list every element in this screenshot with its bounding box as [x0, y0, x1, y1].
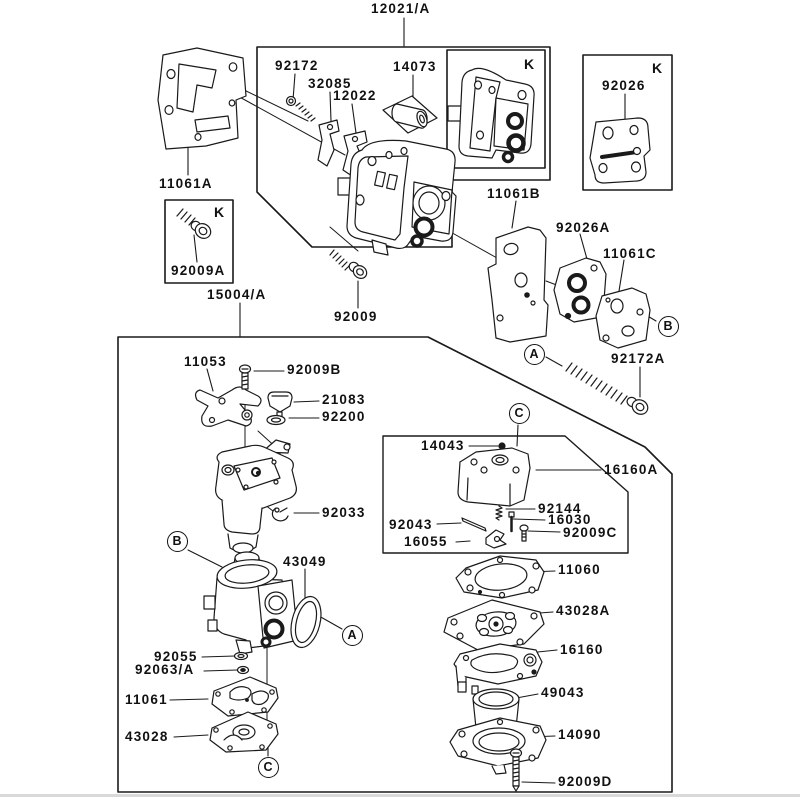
- part-label-16055: 16055: [404, 534, 448, 549]
- part-cover-14090: [450, 718, 546, 774]
- part-screw-92009D: [511, 749, 522, 791]
- ref-circle-ref-c-upper: C: [509, 403, 530, 424]
- part-valve-21083: [268, 392, 292, 418]
- kit-marker-k-92009a-box: K: [214, 204, 225, 220]
- part-label-92200: 92200: [322, 409, 366, 424]
- part-label-11060: 11060: [558, 562, 601, 577]
- ref-circle-ref-b-lower: B: [167, 531, 188, 552]
- ref-circle-ref-a-lower: A: [342, 625, 363, 646]
- part-gasket-11061A: [158, 48, 246, 149]
- part-gasket-11060: [456, 556, 544, 598]
- kit-marker-k-carb-box: K: [524, 56, 535, 72]
- part-label-92144: 92144: [538, 501, 582, 516]
- part-label-92009a: 92009A: [171, 263, 226, 278]
- part-label-11061c: 11061C: [603, 246, 657, 261]
- part-label-92026a: 92026A: [556, 220, 611, 235]
- part-label-92009b: 92009B: [287, 362, 342, 377]
- part-label-92009d: 92009D: [558, 774, 613, 789]
- part-screw-92009C: [520, 525, 528, 541]
- part-label-12022: 12022: [333, 88, 377, 103]
- part-label-92055: 92055: [154, 649, 198, 664]
- ref-circle-ref-a-upper: A: [524, 344, 545, 365]
- part-spring-92144: [496, 506, 502, 520]
- part-screw-92009: [330, 250, 369, 281]
- part-label-12021-a: 12021/A: [371, 1, 431, 16]
- part-gasket-11061C: [596, 288, 650, 348]
- part-label-14090: 14090: [558, 727, 602, 742]
- part-label-92172a: 92172A: [611, 351, 666, 366]
- part-diaphragm-43028: [210, 712, 278, 752]
- part-label-16160: 16160: [560, 642, 604, 657]
- part-needle-16030: [509, 512, 514, 531]
- part-pump-body-16160A: [458, 443, 530, 506]
- ref-circle-ref-c-lower: C: [258, 757, 279, 778]
- part-clip-92033: [272, 508, 288, 521]
- part-washer-92055: [235, 653, 248, 660]
- part-label-11053: 11053: [184, 354, 227, 369]
- part-gasket-11061B: [488, 227, 548, 342]
- part-label-92009: 92009: [334, 309, 378, 324]
- part-reed-plate-92026: [590, 118, 650, 183]
- part-plate-32085: [318, 120, 339, 166]
- part-screw-92172A: [566, 363, 650, 417]
- part-label-43028: 43028: [125, 729, 169, 744]
- part-label-11061a: 11061A: [159, 176, 213, 191]
- part-label-92033: 92033: [322, 505, 366, 520]
- part-carburetor-rear-K: [448, 68, 534, 161]
- part-label-43028a: 43028A: [556, 603, 611, 618]
- part-label-92043: 92043: [389, 517, 433, 532]
- part-label-32085: 32085: [308, 76, 352, 91]
- part-jet-92063A: [238, 667, 249, 674]
- part-label-92026: 92026: [602, 78, 646, 93]
- part-label-21083: 21083: [322, 392, 366, 407]
- part-washer-92200: [267, 416, 285, 425]
- part-plunger-14073: [383, 96, 437, 133]
- part-label-15004-a: 15004/A: [207, 287, 267, 302]
- part-label-92063-a: 92063/A: [135, 662, 195, 677]
- part-label-49043: 49043: [541, 685, 585, 700]
- kit-marker-k-92026-box: K: [652, 60, 663, 76]
- part-pin-92043: [462, 518, 486, 531]
- part-bolt-92009A: [177, 209, 214, 241]
- part-carburetor-top: [216, 440, 297, 553]
- part-label-14043: 14043: [421, 438, 465, 453]
- part-lever-16055: [486, 530, 506, 548]
- part-gasket-11061: [212, 677, 278, 716]
- part-pump-plate-16160: [454, 644, 542, 694]
- part-label-16030: 16030: [548, 512, 592, 527]
- part-label-14073: 14073: [393, 59, 437, 74]
- part-label-43049: 43049: [283, 554, 327, 569]
- part-label-11061: 11061: [125, 692, 168, 707]
- part-label-92172: 92172: [275, 58, 319, 73]
- ref-circle-ref-b-upper: B: [658, 316, 679, 337]
- part-label-16160a: 16160A: [604, 462, 659, 477]
- part-screw-92009B: [240, 365, 251, 389]
- part-carburetor-main: [338, 140, 456, 255]
- part-diaphragm-43028A: [444, 600, 544, 650]
- part-label-11061b: 11061B: [487, 186, 541, 201]
- part-label-92009c: 92009C: [563, 525, 618, 540]
- part-bracket-11053: [196, 387, 261, 426]
- page-bottom-edge: [0, 794, 800, 797]
